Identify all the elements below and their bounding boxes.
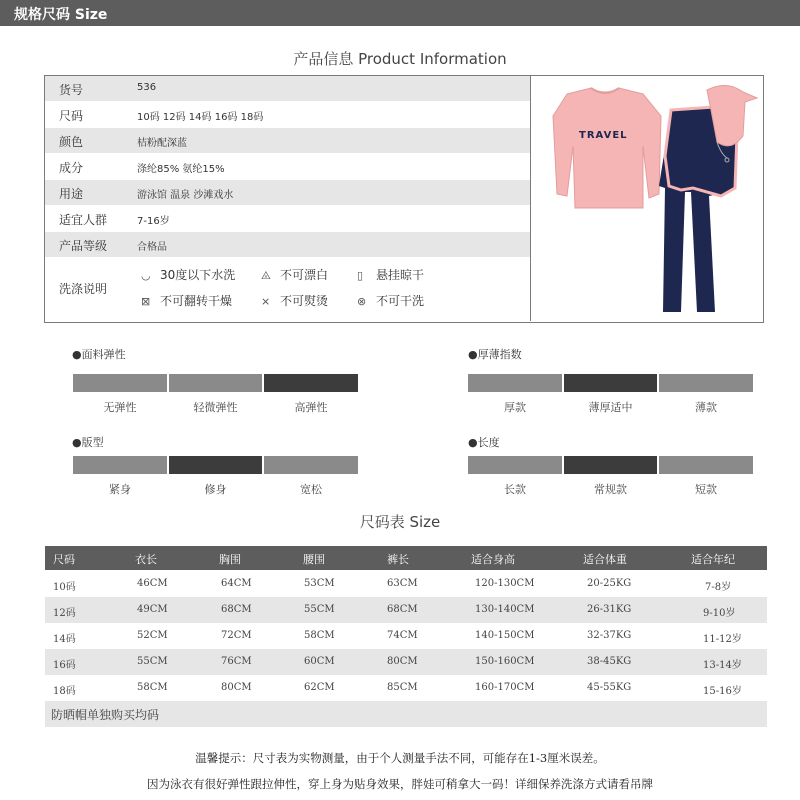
no-iron-icon: ⨯ (261, 295, 271, 308)
info-value: 游泳馆 温泉 沙滩戏水 (137, 190, 234, 201)
attr-bar-elasticity-3 (264, 374, 358, 392)
table-row: 10码 46CM 64CM 53CM 63CM 120-130CM 20-25KG 7-8岁 (53, 578, 732, 593)
attr-bar-length-1 (468, 456, 562, 474)
wash-30-icon: ◡ (141, 269, 151, 282)
info-row (45, 102, 531, 128)
info-value: 7-16岁 (137, 216, 170, 227)
attr-label: 修身 (204, 483, 227, 496)
info-key: 颜色 (59, 135, 84, 149)
attr-title-length: ●长度 (468, 436, 500, 449)
size-col-header: 适合身高 (471, 553, 515, 566)
attr-label: 无弹性 (103, 401, 137, 414)
attr-bar-thickness-1 (468, 374, 562, 392)
info-row (45, 232, 531, 258)
swimsuit-illustration (531, 76, 762, 321)
info-key: 产品等级 (59, 239, 108, 253)
attr-title-thickness: ●厚薄指数 (468, 348, 522, 361)
wash-item: ⊠ 不可翻转干燥 (141, 294, 233, 308)
no-tumble-dry-icon: ⊠ (141, 295, 151, 308)
attr-label: 长款 (504, 483, 526, 496)
attr-bar-fit-2 (169, 456, 262, 474)
table-row: 16码 55CM 76CM 60CM 80CM 150-160CM 38-45KG 13-14岁 (45, 649, 767, 675)
size-col-header: 适合体重 (583, 553, 627, 566)
attr-label: 薄款 (695, 401, 717, 414)
attr-label: 常规款 (594, 483, 627, 496)
size-col-header: 尺码 (53, 553, 75, 566)
table-note-row (45, 701, 767, 727)
attr-bar-elasticity-1 (73, 374, 167, 392)
attr-bar-thickness-2 (564, 374, 657, 392)
size-table-note: 防晒帽单独购买均码 (51, 708, 160, 722)
info-key: 成分 (59, 161, 84, 175)
table-row: 14码 52CM 72CM 58CM 74CM 140-150CM 32-37KG 11-12岁 (53, 630, 742, 645)
attr-label: 薄厚适中 (588, 401, 633, 414)
size-col-header: 适合年纪 (691, 553, 735, 566)
size-col-header: 胸围 (219, 553, 241, 566)
shirt-print-text: TRAVEL (579, 130, 628, 141)
product-info-table (45, 76, 531, 320)
info-value: 涤纶85% 氨纶15% (137, 164, 225, 175)
attr-title-elasticity: ●面料弹性 (72, 348, 126, 361)
info-row (45, 128, 531, 154)
no-dry-clean-icon: ⊗ (357, 295, 367, 308)
size-col-header: 腰围 (303, 553, 325, 566)
info-row (45, 76, 531, 102)
tip-line-1: 温馨提示：尺寸表为实物测量，由于个人测量手法不同，可能存在1-3厘米误差。 (195, 751, 605, 765)
table-row: 12码 49CM 68CM 55CM 68CM 130-140CM 26-31KG 9-10岁 (45, 597, 767, 623)
product-image (531, 76, 762, 321)
size-col-header: 裤长 (387, 553, 409, 566)
info-key: 用途 (59, 187, 84, 201)
tip-line-2: 因为泳衣有很好弹性跟拉伸性，穿上身为贴身效果，胖娃可稍拿大一码！详细保养洗涤方式请看吊牌 (147, 777, 653, 791)
attr-label: 高弹性 (294, 401, 328, 414)
wash-item: ⊗ 不可干洗 (357, 294, 425, 308)
no-bleach-icon: ⨻ (261, 269, 271, 282)
product-info-title: 产品信息 Product Information (293, 50, 507, 68)
wash-item: ◡ 30度以下水洗 (141, 268, 236, 282)
info-row (45, 180, 531, 206)
attr-bar-elasticity-2 (169, 374, 262, 392)
info-key: 尺码 (59, 109, 84, 123)
attr-bar-fit-1 (73, 456, 167, 474)
attr-title-fit: ●版型 (72, 436, 104, 449)
wash-key: 洗涤说明 (59, 282, 108, 296)
info-row (45, 206, 531, 232)
attr-bar-length-3 (659, 456, 753, 474)
attr-bar-length-2 (564, 456, 657, 474)
size-table-header (45, 546, 767, 570)
info-value: 合格品 (137, 242, 167, 253)
attr-label: 厚款 (504, 401, 526, 414)
hang-dry-icon: ▯ (357, 269, 364, 282)
wash-instructions-row (45, 258, 531, 320)
info-value: 桔粉配深蓝 (137, 138, 187, 149)
attr-label: 宽松 (300, 483, 322, 496)
header-bar (0, 0, 800, 26)
wash-item: ▯ 悬挂晾干 (357, 268, 425, 282)
table-row: 18码 58CM 80CM 62CM 85CM 160-170CM 45-55KG 15-16岁 (53, 682, 742, 697)
attr-label: 轻微弹性 (193, 401, 238, 414)
attr-bar-fit-3 (264, 456, 358, 474)
wash-item: ⨯ 不可熨烫 (261, 294, 329, 308)
wash-item: ⨻ 不可漂白 (261, 268, 329, 282)
size-col-header: 衣长 (135, 553, 157, 566)
header-title: 规格尺码 Size (14, 7, 108, 23)
size-table-title: 尺码表 Size (359, 513, 441, 531)
attr-bar-thickness-3 (659, 374, 753, 392)
info-key: 货号 (59, 83, 84, 97)
info-row (45, 154, 531, 180)
attr-label: 紧身 (109, 483, 131, 496)
info-value: 536 (137, 82, 157, 93)
attr-label: 短款 (695, 483, 717, 496)
info-key: 适宜人群 (59, 213, 108, 227)
info-value: 10码 12码 14码 16码 18码 (137, 112, 264, 123)
